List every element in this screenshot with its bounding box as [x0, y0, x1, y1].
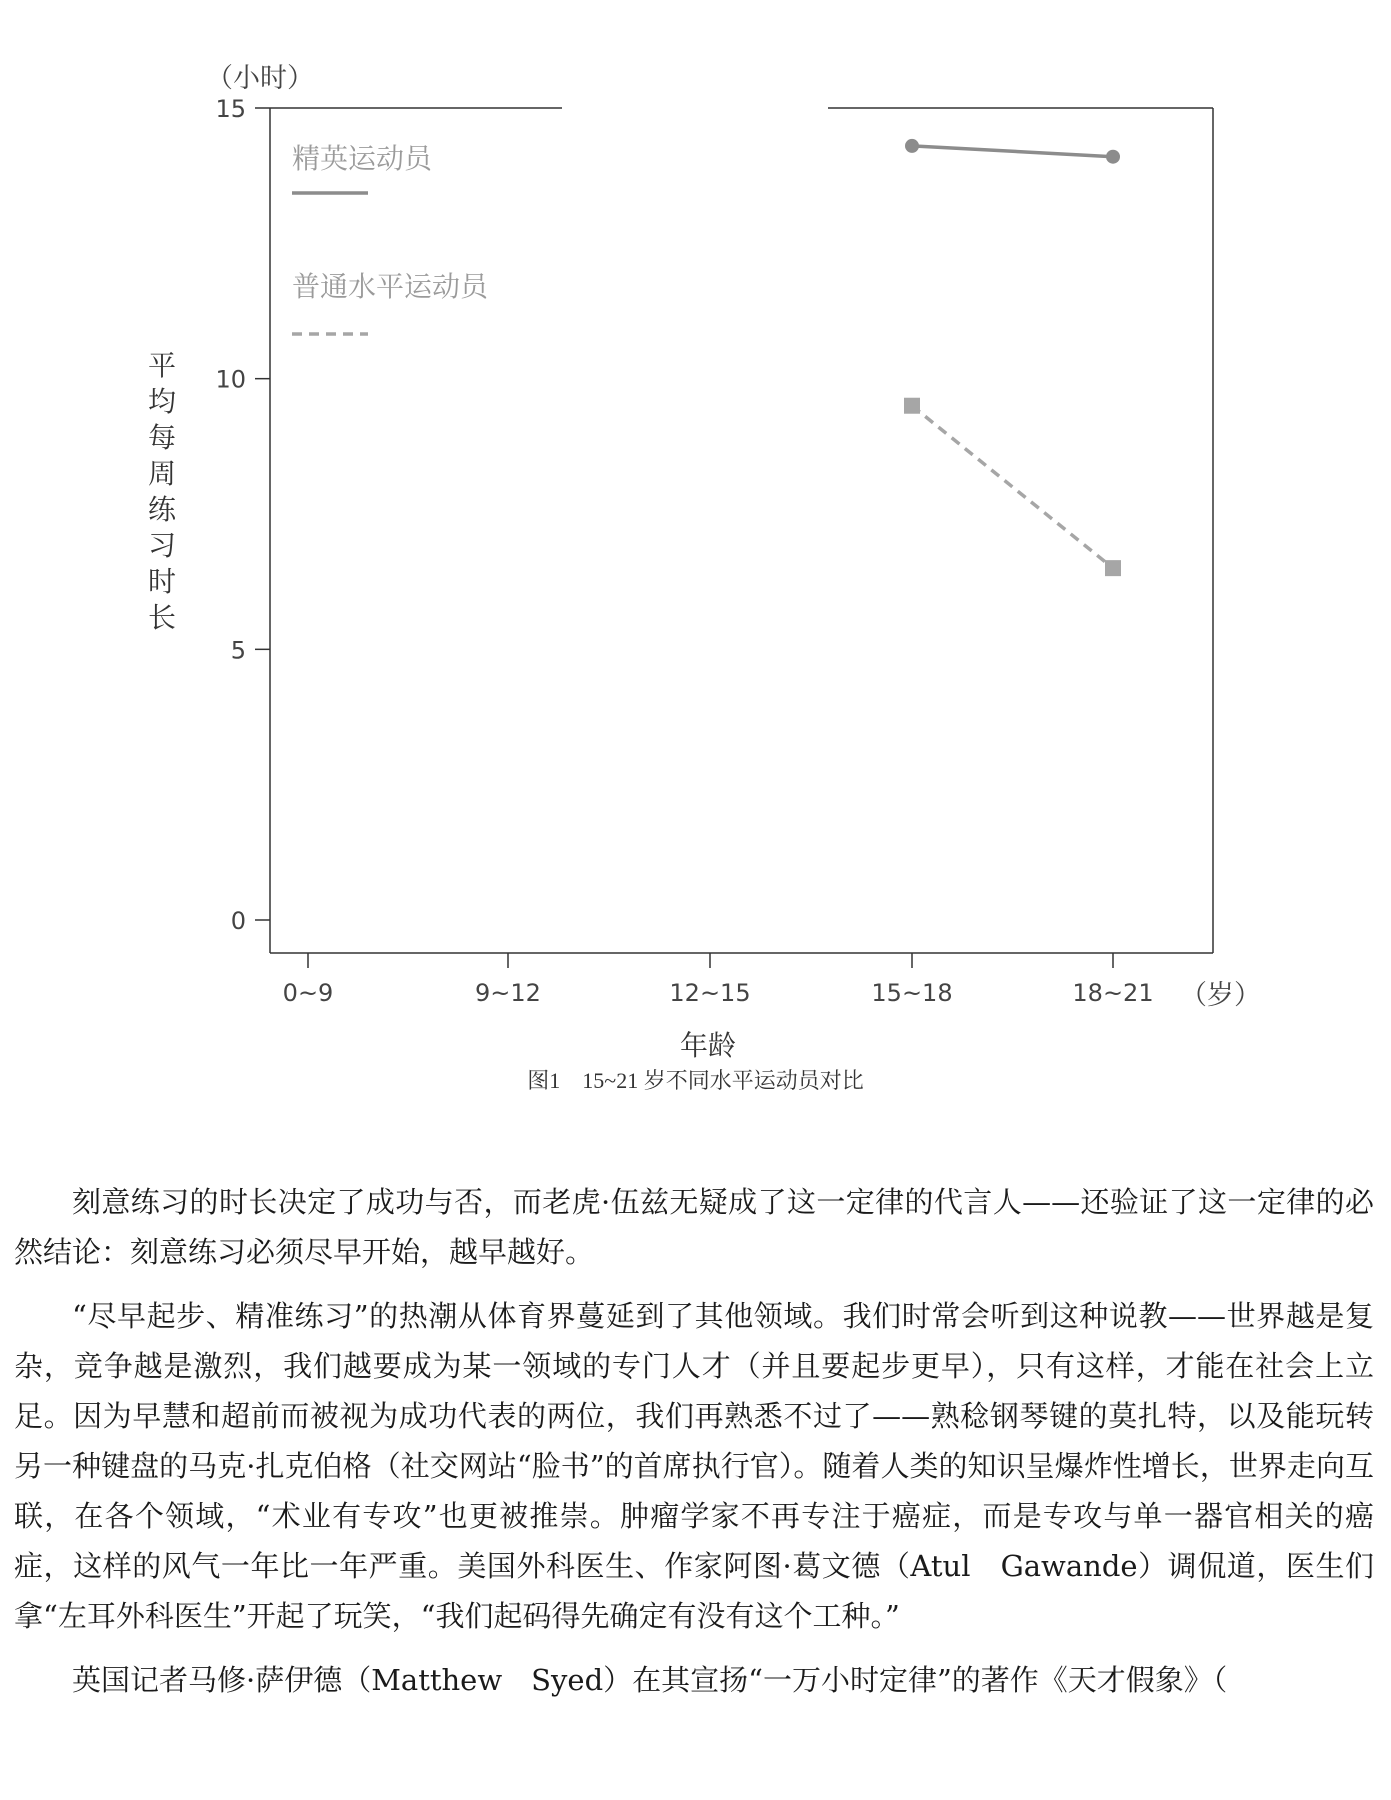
data-point-2: [1105, 560, 1121, 576]
legend: [292, 142, 490, 334]
legend-label-2: 普通水平运动员: [292, 270, 489, 303]
y-axis-title-char: 均: [147, 385, 176, 418]
figure-caption: 图1 15~21 岁不同水平运动员对比: [527, 1068, 864, 1093]
paragraph-3: 英国记者马修·萨伊德（Matthew Syed）在其宣扬“一万小时定律”的著作《天才假象》（: [72, 1663, 1228, 1697]
y-unit-label: （小时）: [206, 63, 314, 94]
x-tick-label: 18~21: [1072, 979, 1154, 1007]
y-axis-title-char: 每: [147, 421, 176, 454]
y-tick-label: 10: [215, 365, 246, 394]
legend-label-1: 精英运动员: [292, 142, 433, 175]
y-axis-title-char: 习: [147, 529, 176, 562]
y-tick-label: 0: [230, 907, 246, 935]
x-tick-label: 15~18: [871, 979, 953, 1007]
paragraph-2: “尽早起步、精准练习”的热潮从体育界蔓延到了其他领域。我们时常会听到这种说教——世界越是复杂，竞争越是激烈，我们越要成为某一领域的专门人才（并且要起步更早），只有这样，才能在社会上立足。因为早慧和超前而被视为成功代表的两位，我们再熟悉不过了——熟稔钢琴键的莫扎特，以及能玩转另一种键盘的马克·扎克伯格（社交网站“脸书”的首席执行官）。随着人类的知识呈爆炸性增长，世界走向互联，在各个领域，“术业有专攻”也更被推崇。肿瘤学家不再专注于癌症，而是专攻与单一器官相关的癌症，这样的风气一年比一年严重。美国外科医生、作家阿图·葛文德（Atul Gawande）调侃道，医生们拿“左耳外科医生”开起了玩笑，“我们起码得先确定有没有这个工种。”: [14, 1299, 1374, 1633]
y-axis-title: [144, 348, 180, 636]
data-point-2: [904, 398, 920, 414]
y-axis-title-char: 练: [147, 493, 176, 526]
x-unit-label: （岁）: [1180, 980, 1261, 1011]
data-point-1: [1106, 150, 1120, 164]
plot-frame: [270, 108, 1213, 953]
y-axis-title-char: 平: [147, 349, 176, 382]
x-axis: [283, 953, 1154, 1007]
series-layer: [904, 139, 1121, 576]
series-line-1: [912, 146, 1113, 157]
x-tick-label: 12~15: [669, 979, 751, 1007]
data-point-1: [905, 139, 919, 153]
x-axis-title: 年龄: [680, 1029, 737, 1062]
series-line-2: [912, 406, 1113, 568]
y-axis-title-char: 长: [147, 601, 176, 634]
y-axis: [215, 95, 270, 935]
x-tick-label: 0~9: [282, 979, 334, 1007]
y-tick-label: 15: [215, 95, 246, 123]
x-tick-label: 9~12: [475, 979, 541, 1007]
y-tick-label: 5: [230, 636, 246, 665]
y-axis-title-char: 时: [147, 565, 176, 598]
body-text: [14, 1177, 1374, 1719]
paragraph-1: 刻意练习的时长决定了成功与否，而老虎·伍兹无疑成了这一定律的代言人——还验证了这一定律的必然结论：刻意练习必须尽早开始，越早越好。: [14, 1185, 1374, 1269]
y-axis-title-char: 周: [147, 457, 176, 490]
